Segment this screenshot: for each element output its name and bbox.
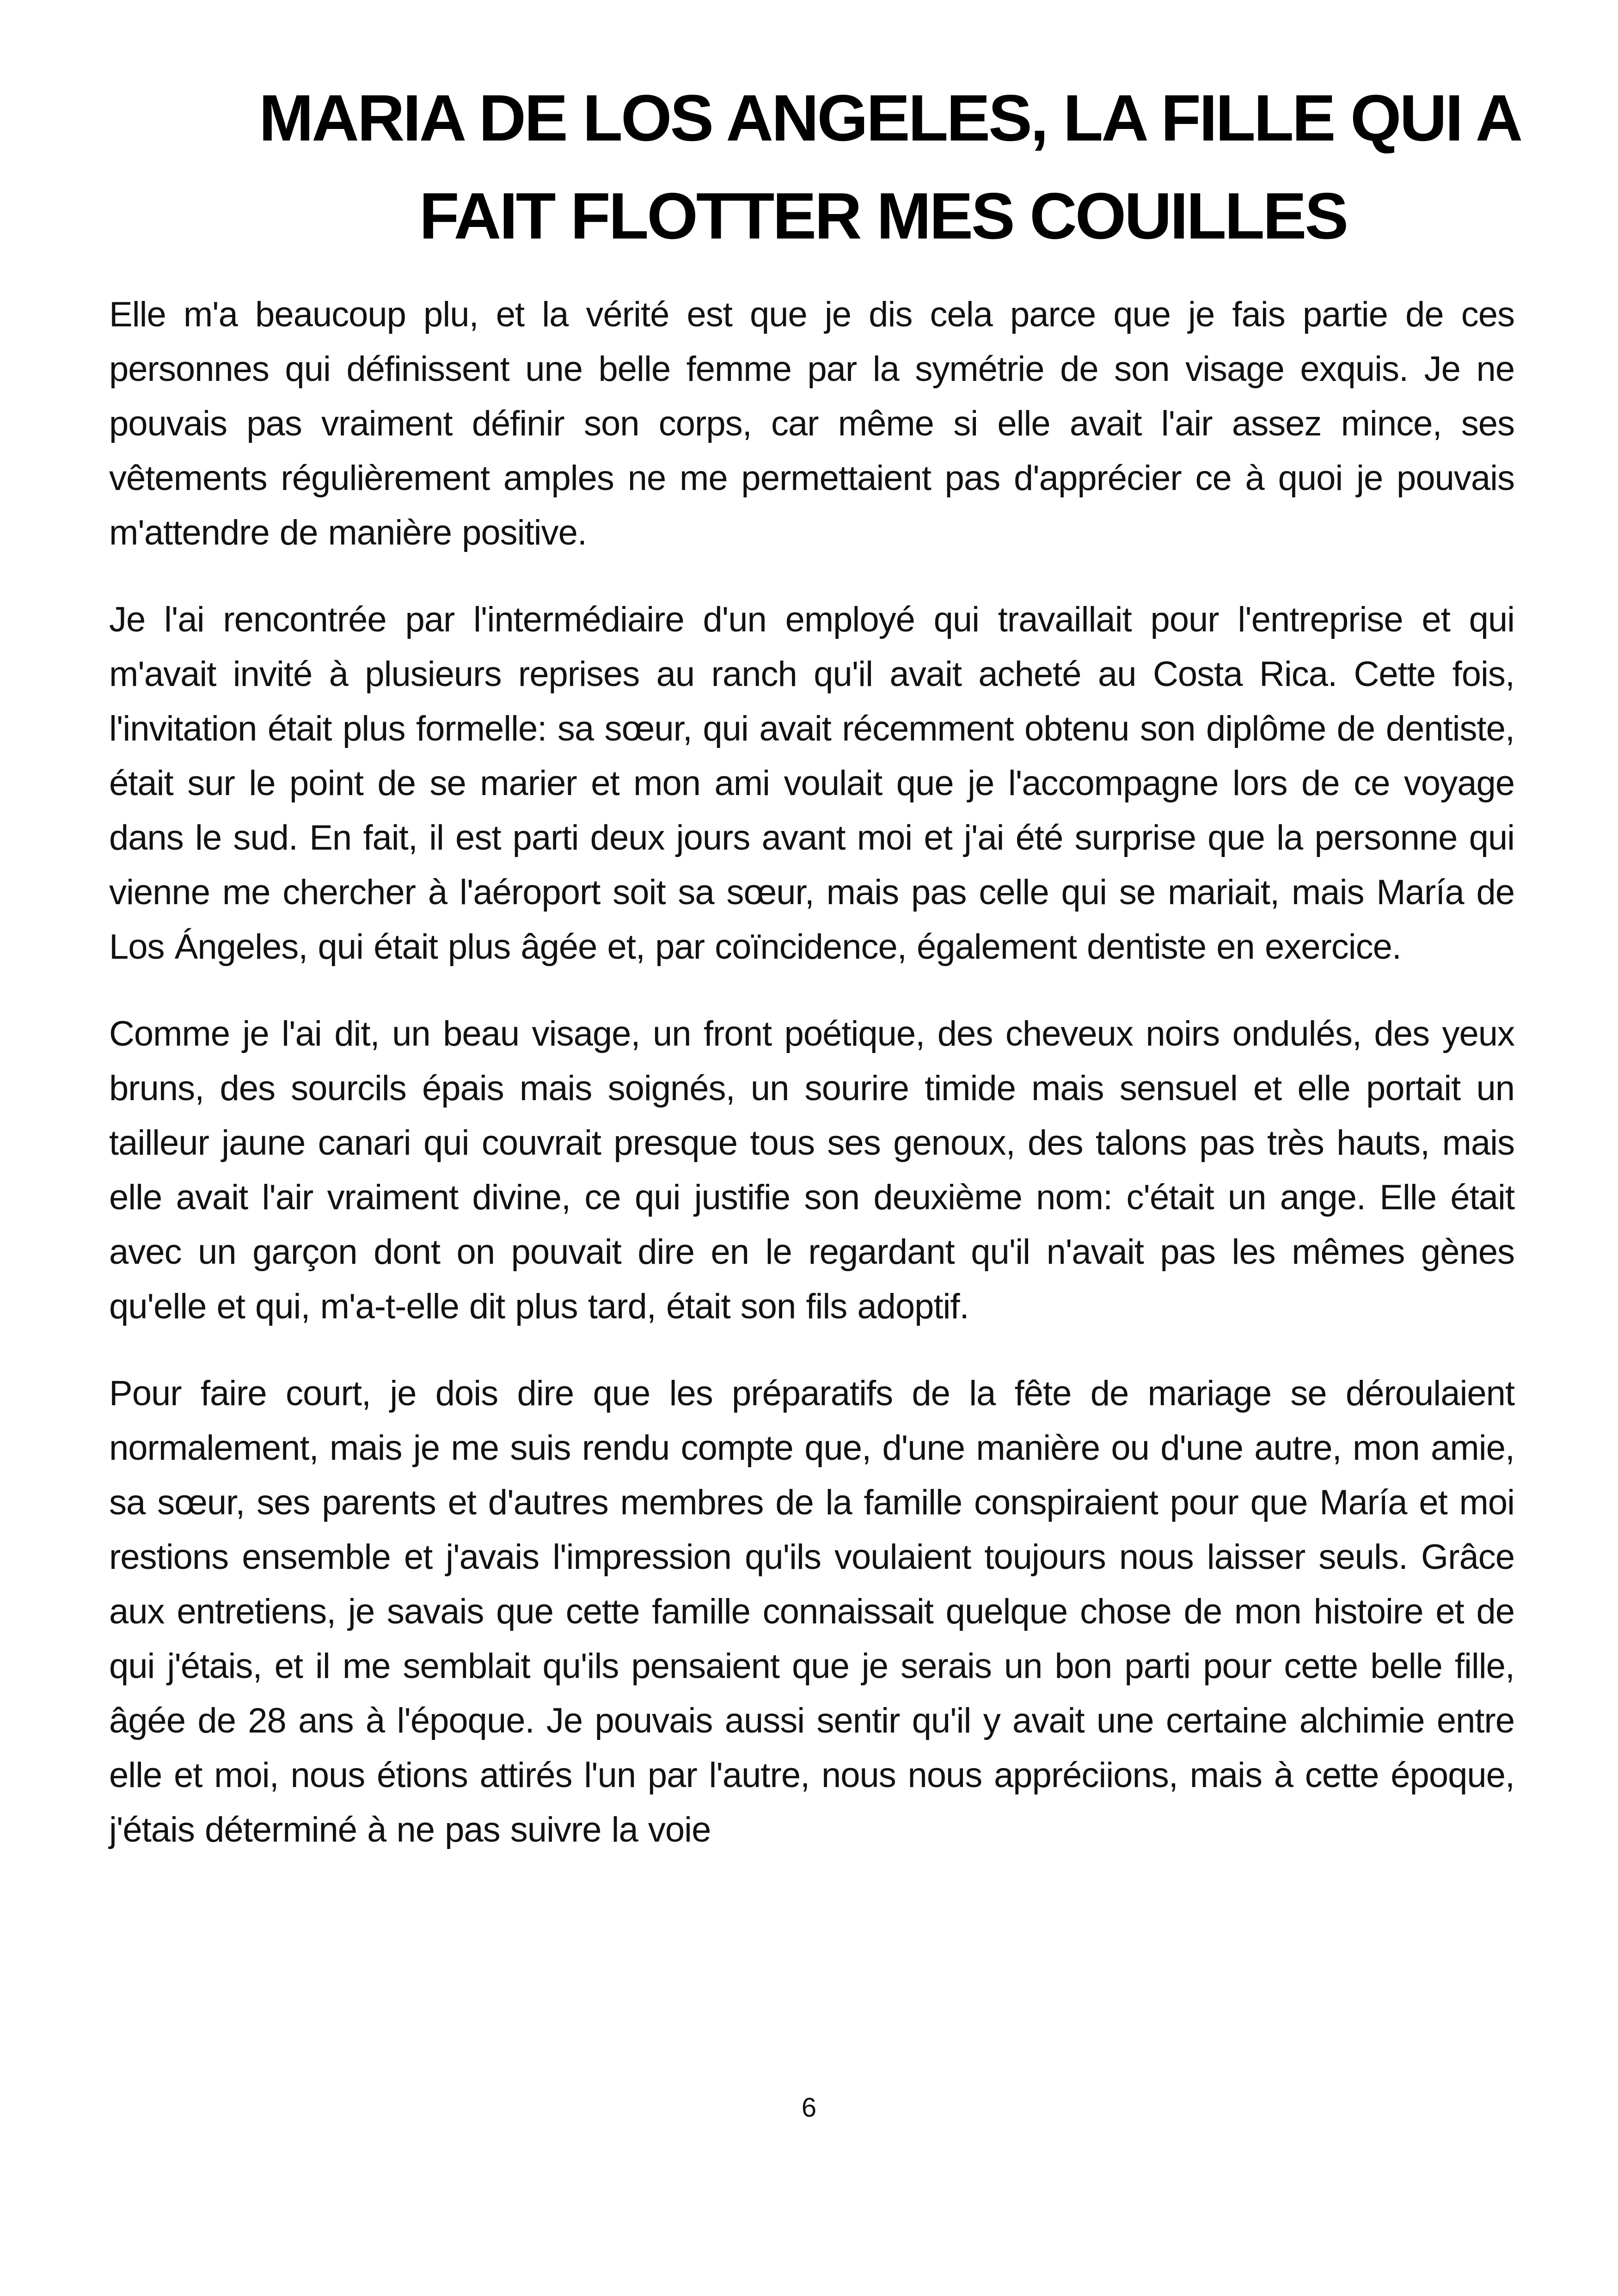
paragraph-4: Pour faire court, je dois dire que les préparatifs de la fête de mariage se déroulaient normalement, mais je me suis rendu compte que, d'une manière ou d'une autre, mon amie, sa sœur, ses parents et d'autres membres de la famille conspiraient pour que María et moi restions ensemble et j'avais l'impression qu'ils voulaient toujours nous laisser seuls. Grâce aux entretiens, je savais que cette famille connaissait quelque chose de mon histoire et de qui j'étais, et il me semblait qu'ils pensaient que je serais un bon parti pour cette belle fille, âgée de 28 ans à l'époque. Je pouvais aussi sentir qu'il y avait une certaine alchimie entre elle et moi, nous étions attirés l'un par l'autre, nous nous appréciions, mais à cette époque, j'étais déterminé à ne pas suivre la voie [109,1374,1514,1849]
paragraph-3: Comme je l'ai dit, un beau visage, un front poétique, des cheveux noirs ondulés, des yeux bruns, des sourcils épais mais soignés, un sourire timide mais sensuel et elle portait un tailleur jaune canari qui couvrait presque tous ses genoux, des talons pas très hauts, mais elle avait l'air vraiment divine, ce qui justifie son deuxième nom: c'était un ange. Elle était avec un garçon dont on pouvait dire en le regardant qu'il n'avait pas les mêmes gènes qu'elle et qui, m'a-t-elle dit plus tard, était son fils adoptif. [109,1014,1514,1326]
body-text [109,288,1514,1890]
paragraph-1: Elle m'a beaucoup plu, et la vérité est que je dis cela parce que je fais partie de ces personnes qui définissent une belle femme par la symétrie de son visage exquis. Je ne pouvais pas vraiment définir son corps, car même si elle avait l'air assez mince, ses vêtements régulièrement amples ne me permettaient pas d'apprécier ce à quoi je pouvais m'attendre de manière positive. [109,295,1514,552]
paragraph-2: Je l'ai rencontrée par l'intermédiaire d'un employé qui travaillait pour l'entreprise et qui m'avait invité à plusieurs reprises au ranch qu'il avait acheté au Costa Rica. Cette fois, l'invitation était plus formelle: sa sœur, qui avait récemment obtenu son diplôme de dentiste, était sur le point de se marier et mon ami voulait que je l'accompagne lors de ce voyage dans le sud. En fait, il est parti deux jours avant moi et j'ai été surprise que la personne qui vienne me chercher à l'aéroport soit sa sœur, mais pas celle qui se mariait, mais María de Los Ángeles, qui était plus âgée et, par coïncidence, également dentiste en exercice. [109,600,1514,967]
title-line-2: FAIT FLOTTER MES COUILLES [419,179,1347,253]
title-line-1: MARIA DE LOS ANGELES, LA FILLE QUI A [259,81,1521,155]
page-title [259,69,1521,265]
page-number: 6 [801,2093,817,2123]
